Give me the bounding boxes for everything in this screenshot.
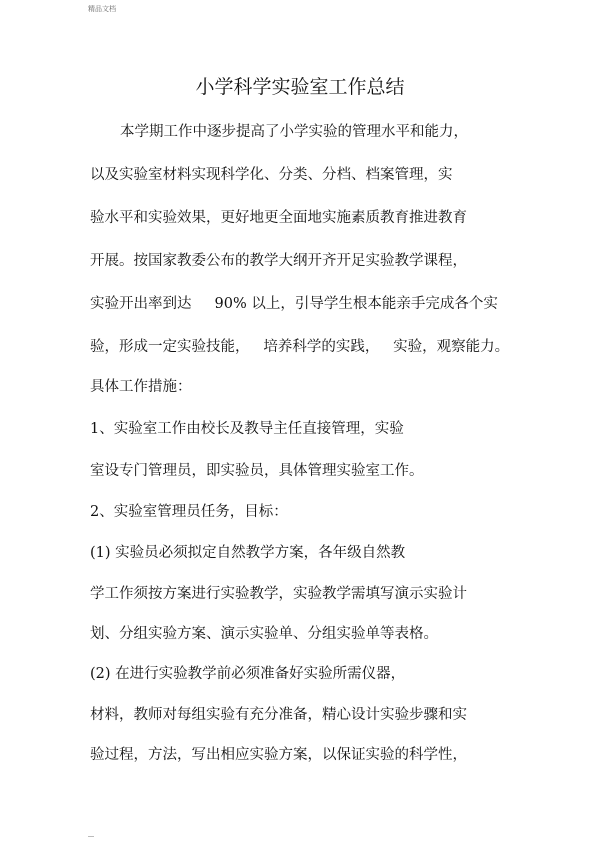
body-line-9: 室设专门管理员，即实验员，具体管理实验室工作。: [90, 463, 424, 479]
body-line-4: 开展。按国家教委公布的教学大纲开齐开足实验教学课程，: [90, 253, 467, 269]
body-line-12: 学工作须按方案进行实验教学，实验教学需填写演示实验计: [90, 586, 467, 602]
body-line-7: 具体工作措施：: [90, 379, 192, 395]
body-line-11: (1) 实验员必须拟定自然教学方案，各年级自然教: [90, 545, 406, 561]
footer-corner-mark: [88, 836, 94, 843]
body-line-13: 划、分组实验方案、演示实验单、分组实验单等表格。: [90, 626, 438, 642]
body-line-14: (2) 在进行实验教学前必须准备好实验所需仪器，: [90, 666, 406, 682]
body-line-16: 验过程，方法，写出相应实验方案，以保证实验的科学性，: [90, 747, 467, 763]
document-title: 小学科学实验室工作总结: [195, 76, 405, 98]
body-line-6: 验，形成一定实验技能， 培养科学的实践， 实验，观察能力。: [90, 339, 510, 355]
header-mark: 精品文档: [88, 5, 116, 13]
body-line-3: 验水平和实验效果，更好地更全面地实施素质教育推进教育: [90, 210, 467, 226]
body-line-8: 1、实验室工作由校长及教导主任直接管理，实验: [90, 421, 404, 437]
body-line-10: 2、实验室管理员任务，目标：: [90, 504, 288, 520]
body-line-2: 以及实验室材料实现科学化、分类、分档、档案管理，实: [90, 167, 453, 183]
body-line-5: 实验开出率到达 90% 以上，引导学生根本能亲手完成各个实: [90, 296, 498, 312]
body-line-15: 材料，教师对每组实验有充分准备，精心设计实验步骤和实: [90, 707, 467, 723]
body-line-1: 本学期工作中逐步提高了小学实验的管理水平和能力，: [120, 124, 468, 140]
